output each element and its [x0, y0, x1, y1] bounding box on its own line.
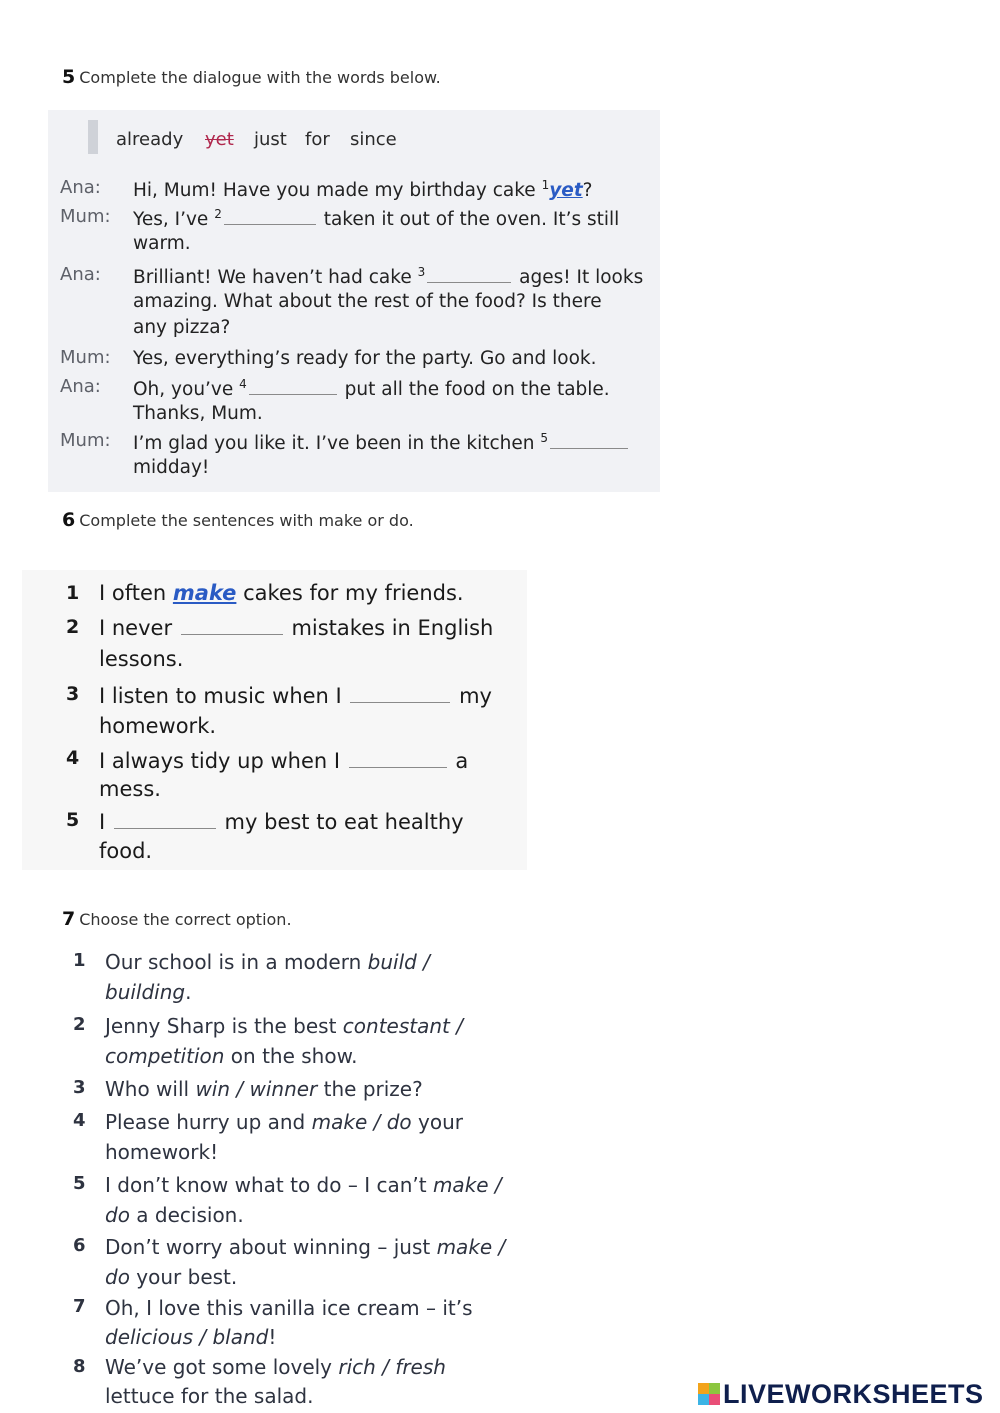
sentence: I often make cakes for my friends. [99, 581, 464, 605]
sentence: I my best to eat healthy [99, 810, 464, 834]
blank-6-3[interactable] [350, 686, 450, 703]
option-line-cont: lettuce for the salad. [105, 1384, 314, 1408]
dialogue-line: Oh, you’ve $^4$ put all the food on the table. [133, 377, 610, 401]
item-number: 3 [66, 683, 80, 705]
item-number: 4 [66, 747, 80, 769]
option-line: We’ve got some lovely rich / fresh [105, 1355, 446, 1379]
speaker: Ana: [60, 177, 101, 198]
dialogue-line: I’m glad you like it. I’ve been in the kitchen $^5$ [133, 431, 630, 454]
liveworksheets-logo [698, 1378, 984, 1410]
item-number: 8 [73, 1356, 86, 1377]
item-number: 4 [73, 1110, 86, 1131]
option-line: Don’t worry about winning – just make / [105, 1235, 506, 1259]
blank-2[interactable] [224, 208, 316, 225]
item-number: 3 [73, 1077, 86, 1098]
option-line: Who will win / winner the prize? [105, 1077, 423, 1101]
sentence-cont: food. [99, 839, 153, 863]
option-line-cont: building. [105, 980, 192, 1004]
word-since: since [350, 129, 397, 150]
exercise-5-title: 5 Complete the dialogue with the words below. [62, 66, 441, 88]
logo-mark-icon [698, 1383, 720, 1405]
dialogue-line-cont: Thanks, Mum. [133, 403, 263, 424]
dialogue-line: Hi, Mum! Have you made my birthday cake $^1$yet? [133, 178, 593, 202]
sentence: I never mistakes in English [99, 616, 494, 640]
option-line: Jenny Sharp is the best contestant / [105, 1014, 463, 1038]
word-yet-crossed: yet [205, 129, 234, 150]
sentence: I listen to music when I my [99, 684, 492, 708]
item-number: 2 [73, 1014, 86, 1035]
dialogue-line-cont: any pizza? [133, 317, 231, 338]
answer-make: make [172, 581, 237, 605]
exercise-7-title: 7 Choose the correct option. [62, 908, 292, 930]
item-number: 2 [66, 616, 80, 638]
blank-3[interactable] [427, 266, 511, 283]
word-already: already [116, 129, 184, 150]
speaker: Ana: [60, 264, 101, 285]
blank-6-5[interactable] [114, 812, 216, 829]
option-line: Our school is in a modern build / [105, 950, 430, 974]
exercise-6-title: 6 Complete the sentences with make or do. [62, 509, 414, 531]
sentence: I always tidy up when I a [99, 749, 469, 773]
item-number: 5 [66, 809, 80, 831]
option-line: I don’t know what to do – I can’t make / [105, 1173, 502, 1197]
option-line-cont: competition on the show. [105, 1044, 358, 1068]
speaker: Ana: [60, 376, 101, 397]
dialogue-line: Yes, I’ve $^2$ taken it out of the oven. It’s still [133, 207, 620, 231]
dialogue-line: Brilliant! We haven’t had cake $^3$ ages! It looks [133, 265, 644, 289]
speaker: Mum: [60, 430, 111, 451]
option-line-cont: do a decision. [105, 1203, 244, 1227]
sentence-cont: homework. [99, 714, 217, 738]
option-line: Please hurry up and make / do your [105, 1110, 463, 1134]
sentence-cont: lessons. [99, 647, 184, 671]
option-line-cont: delicious / bland! [105, 1325, 277, 1349]
word-just: just [254, 129, 287, 150]
word-for: for [305, 129, 330, 150]
speaker: Mum: [60, 206, 111, 227]
blank-4[interactable] [249, 378, 337, 395]
dialogue-line-cont: warm. [133, 233, 191, 254]
option-line-cont: do your best. [105, 1265, 238, 1289]
blank-6-4[interactable] [349, 751, 447, 768]
item-number: 1 [73, 950, 86, 971]
dialogue-line-cont: midday! [133, 457, 210, 478]
blank-6-2[interactable] [181, 618, 283, 635]
item-number: 6 [73, 1235, 86, 1256]
sentence-cont: mess. [99, 777, 161, 801]
item-number: 7 [73, 1296, 86, 1317]
dialogue-line-cont: amazing. What about the rest of the food? Is there [133, 291, 602, 312]
item-number: 5 [73, 1173, 86, 1194]
speaker: Mum: [60, 347, 111, 368]
answer-1: yet [549, 180, 583, 202]
blank-5[interactable] [550, 432, 628, 449]
option-line: Oh, I love this vanilla ice cream – it’s [105, 1296, 473, 1320]
dialogue-line: Yes, everything’s ready for the party. Go and look. [133, 348, 597, 369]
logo-text: LIVEWORKSHEETS [723, 1378, 984, 1409]
option-line-cont: homework! [105, 1140, 219, 1164]
word-box-marker [88, 120, 98, 154]
item-number: 1 [66, 582, 80, 604]
